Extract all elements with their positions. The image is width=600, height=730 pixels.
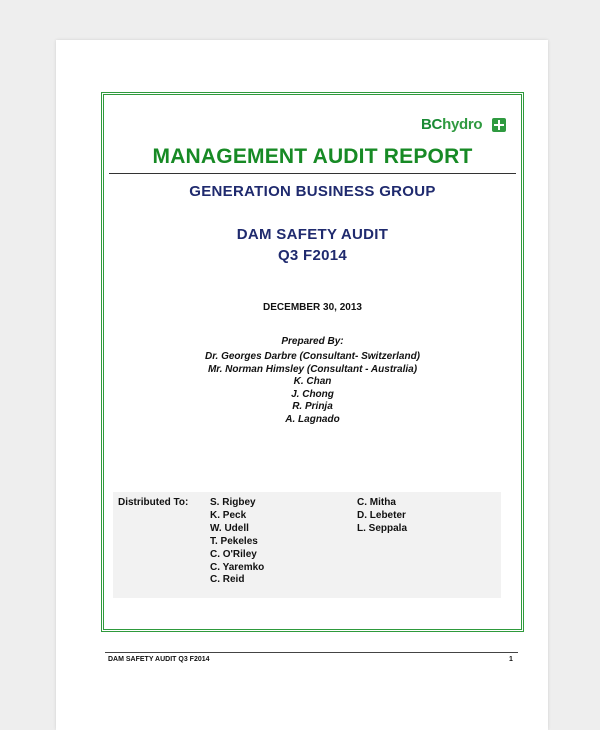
recipient-name: S. Rigbey: [210, 497, 256, 508]
preparer-name: Mr. Norman Himsley (Consultant - Australia): [207, 363, 418, 375]
logo-cross-icon: [492, 118, 506, 132]
audit-title-line2: Q3 F2014: [277, 247, 348, 264]
preparer-name: K. Chan: [293, 376, 332, 387]
report-date: DECEMBER 30, 2013: [263, 302, 362, 313]
report-subtitle: GENERATION BUSINESS GROUP: [189, 183, 436, 200]
logo-prefix: BC: [421, 116, 443, 133]
preparer-name: Dr. Georges Darbre (Consultant- Switzerland): [204, 351, 421, 362]
page-number: 1: [509, 656, 513, 663]
audit-title-line1: DAM SAFETY AUDIT: [236, 226, 389, 243]
recipient-name: D. Lebeter: [357, 509, 406, 521]
logo-suffix: hydro: [442, 116, 483, 133]
footer-divider: [105, 652, 518, 653]
recipient-name: C. Mitha: [357, 497, 396, 508]
recipient-name: L. Seppala: [357, 522, 408, 534]
preparers-list: [105, 351, 520, 426]
recipient-name: W. Udell: [210, 522, 249, 534]
distribution-column-2: [357, 497, 407, 536]
report-title: MANAGEMENT AUDIT REPORT: [152, 145, 473, 168]
preparer-name: A. Lagnado: [285, 413, 340, 425]
distributed-to-label: Distributed To:: [118, 497, 189, 508]
recipient-name: C. Reid: [210, 574, 245, 586]
preparer-name: J. Chong: [291, 388, 334, 400]
distribution-column-1: [210, 497, 264, 587]
title-divider: [109, 173, 516, 174]
recipient-name: T. Pekeles: [210, 535, 258, 547]
preparer-name: R. Prinja: [292, 401, 333, 412]
prepared-by-label: Prepared By:: [281, 336, 344, 347]
audit-title: [105, 224, 520, 266]
recipient-name: K. Peck: [210, 509, 247, 521]
footer-title: DAM SAFETY AUDIT Q3 F2014: [108, 656, 210, 663]
bchydro-logo: [421, 116, 506, 134]
recipient-name: C. O'Riley: [210, 548, 257, 560]
recipient-name: C. Yaremko: [210, 561, 265, 573]
